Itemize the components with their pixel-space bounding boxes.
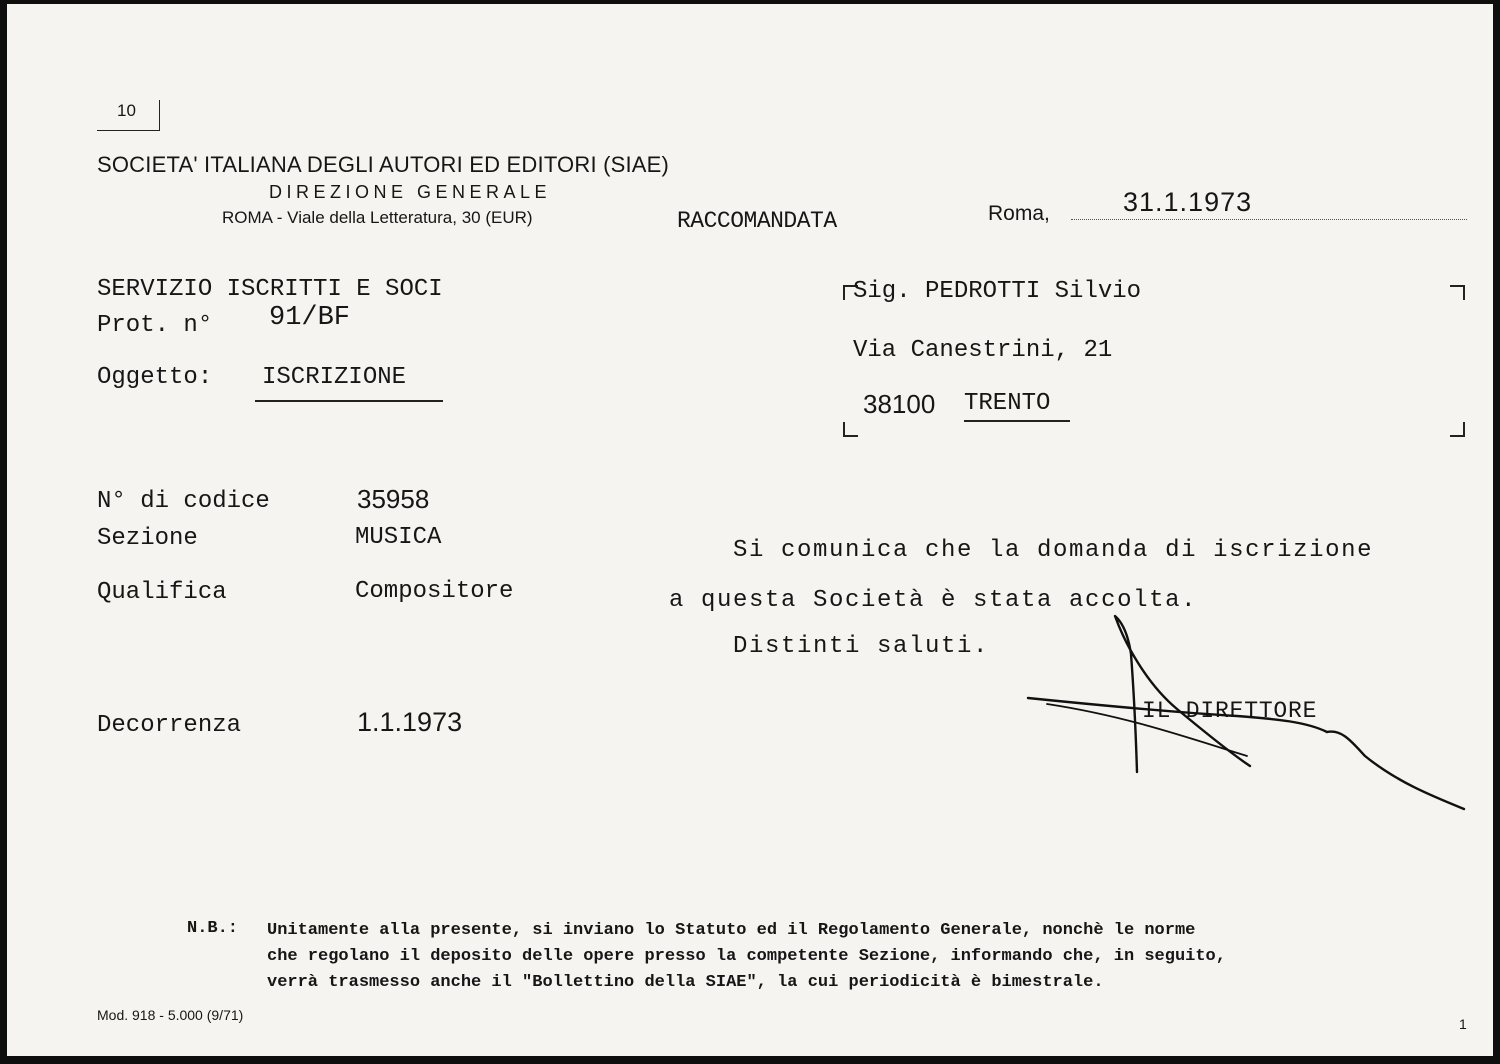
field-value-qualification: Compositore [355, 578, 514, 605]
note-line-1: Unitamente alla presente, si inviano lo Statuto ed il Regolamento Generale, nonchè le norme [267, 921, 1196, 940]
field-label-code: N° di codice [97, 488, 270, 515]
organization-name: SOCIETA' ITALIANA DEGLI AUTORI ED EDITORI (SIAE) [97, 152, 670, 177]
note-label: N.B.: [187, 919, 239, 938]
body-line-2: a questa Società è stata accolta. [669, 587, 1198, 614]
page-number: 10 [117, 101, 136, 120]
field-value-effective: 1.1.1973 [357, 707, 463, 737]
handwritten-signature [7, 4, 1493, 1056]
body-line-1: Si comunica che la domanda di iscrizione [733, 537, 1374, 564]
form-code: Mod. 918 - 5.000 (9/71) [97, 1007, 244, 1023]
recipient-city: TRENTO [964, 390, 1051, 417]
recipient-street: Via Canestrini, 21 [853, 337, 1113, 364]
note-line-3: verrà trasmesso anche il "Bollettino della SIAE", la cui periodicità è bimestrale. [267, 973, 1104, 992]
field-label-section: Sezione [97, 525, 198, 552]
division-name: DIREZIONE GENERALE [269, 182, 552, 202]
recipient-name: Sig. PEDROTTI Silvio [853, 278, 1142, 305]
closing-line: Distinti saluti. [733, 633, 990, 660]
field-label-qualification: Qualifica [97, 579, 227, 606]
protocol-label: Prot. n° [97, 312, 213, 339]
field-label-effective: Decorrenza [97, 712, 242, 739]
place-label: Roma, [988, 202, 1050, 225]
note-line-2: che regolano il deposito delle opere presso la competente Sezione, informando che, in seguito, [267, 947, 1226, 966]
recipient-postal-code: 38100 [863, 389, 936, 419]
letter-sheet [7, 4, 1493, 1056]
field-value-section: MUSICA [355, 524, 442, 551]
organization-address: ROMA - Viale della Letteratura, 30 (EUR) [222, 208, 533, 227]
delivery-type: RACCOMANDATA [677, 208, 837, 234]
protocol-value: 91/BF [269, 303, 351, 333]
subject-value: ISCRIZIONE [262, 364, 407, 391]
letter-date: 31.1.1973 [1123, 187, 1253, 217]
service-name: SERVIZIO ISCRITTI E SOCI [97, 276, 443, 303]
subject-label: Oggetto: [97, 364, 213, 391]
signatory-title: IL DIRETTORE [1142, 698, 1318, 724]
field-value-code: 35958 [357, 484, 430, 514]
footer-page-number: 1 [1459, 1016, 1467, 1032]
